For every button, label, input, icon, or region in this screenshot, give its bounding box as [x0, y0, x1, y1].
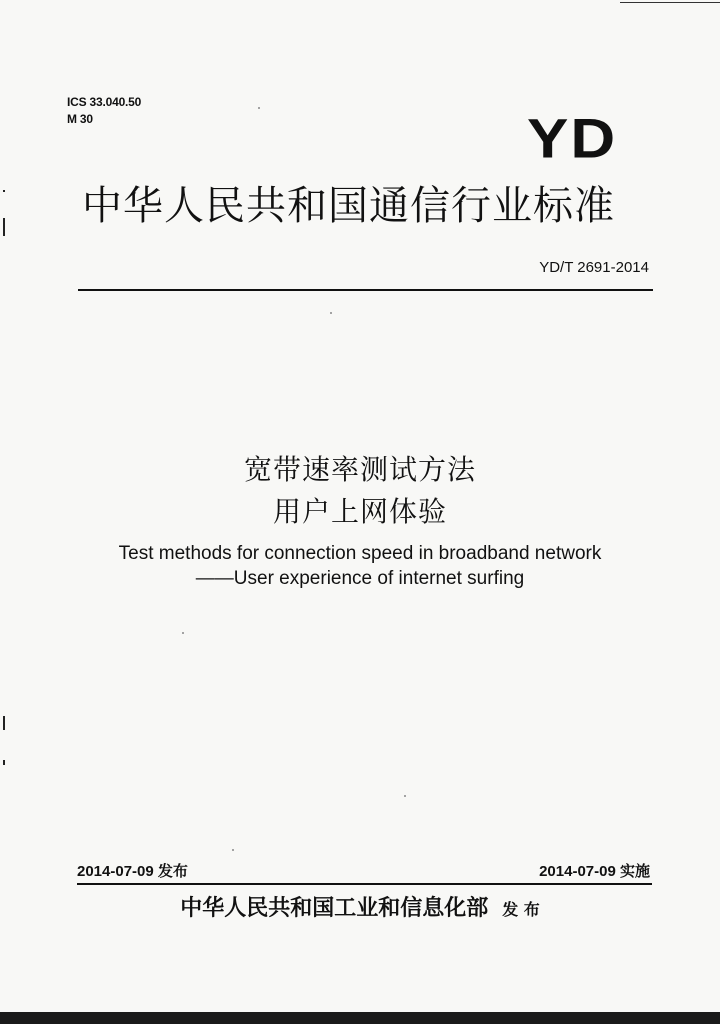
issuer-line	[0, 893, 720, 925]
scan-mark	[3, 218, 5, 236]
implement-date: 2014-07-09 实施	[539, 863, 650, 880]
scan-speck	[182, 632, 184, 634]
scan-edge-line	[620, 2, 720, 3]
classification-codes	[67, 94, 141, 128]
issuer-action: 发 布	[502, 900, 540, 919]
scan-mark	[3, 760, 5, 765]
category-code: M 30	[67, 112, 93, 126]
scan-speck	[232, 849, 234, 851]
scan-speck	[330, 312, 332, 314]
scan-speck	[404, 795, 406, 797]
en-title-line2: ——User experience of internet surfing	[195, 568, 525, 589]
footer-divider	[77, 883, 652, 885]
issuer-name: 中华人民共和国工业和信息化部	[180, 895, 489, 921]
yd-logo: YD	[527, 107, 618, 170]
scan-speck	[258, 107, 260, 109]
standard-type-heading: 中华人民共和国通信行业标准	[82, 183, 615, 229]
scan-mark	[3, 190, 5, 192]
en-title-line1: Test methods for connection speed in broadband network	[118, 543, 602, 564]
scan-edge-bar	[0, 1012, 720, 1024]
scan-mark	[3, 716, 5, 730]
ics-code: ICS 33.040.50	[67, 95, 142, 109]
standard-number: YD/T 2691-2014	[539, 259, 649, 276]
cn-title-line1: 宽带速率测试方法	[243, 453, 476, 486]
header-divider	[78, 289, 653, 291]
cn-title-line2: 用户上网体验	[272, 495, 447, 528]
publish-date: 2014-07-09 发布	[77, 863, 188, 880]
